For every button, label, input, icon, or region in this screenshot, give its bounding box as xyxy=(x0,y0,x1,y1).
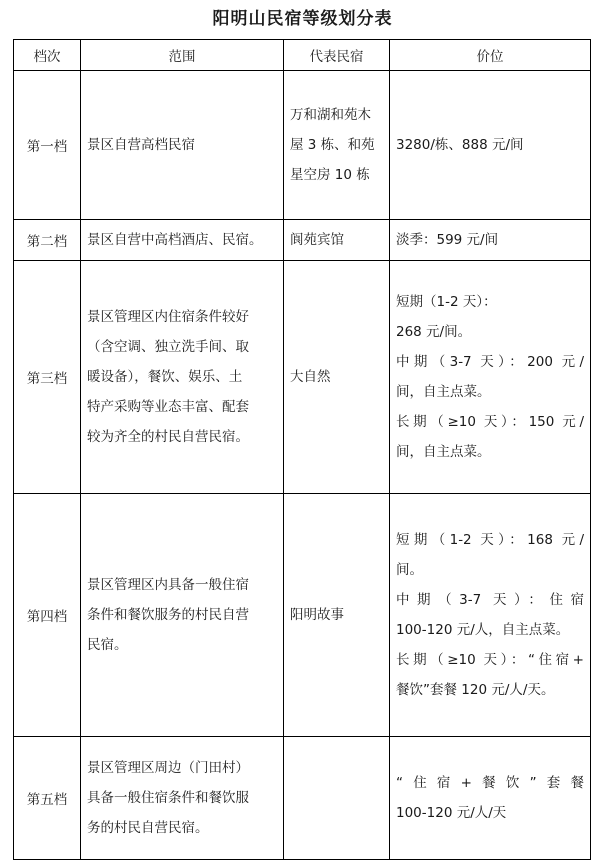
table-row xyxy=(14,220,591,261)
range-line: 暖设备），餐饮、娱乐、土 xyxy=(87,369,243,385)
range-line: 条件和餐饮服务的村民自营 xyxy=(87,607,249,623)
range-cell xyxy=(81,220,284,261)
price-line: 100-120 元/人，自主点菜。 xyxy=(396,622,570,638)
table-row xyxy=(14,71,591,220)
price-line: 间，自主点菜。 xyxy=(396,444,491,460)
price-line: 100-120 元/人/天 xyxy=(396,805,507,821)
price-cell xyxy=(390,220,591,261)
price-line: 短期（1-2 天）： xyxy=(396,294,497,310)
price-line: 中期（3-7 天）：住宿 xyxy=(396,592,584,608)
table-header-row xyxy=(14,40,591,71)
range-line: （含空调、独立洗手间、取 xyxy=(87,339,249,355)
representative-line: 万和湖和苑木 xyxy=(290,107,371,123)
page-title: 阳明山民宿等级划分表 xyxy=(212,9,393,29)
table-row xyxy=(14,494,591,737)
representative-line: 大自然 xyxy=(290,369,331,385)
price-line: 长期（≥10 天）：150 元/ xyxy=(396,414,584,430)
range-line: 景区管理区周边（门田村） xyxy=(87,760,249,776)
range-line: 较为齐全的村民自营民宿。 xyxy=(87,429,249,445)
representative-cell xyxy=(284,737,390,860)
level-cell: 第三档 xyxy=(14,261,81,494)
price-line: 间。 xyxy=(396,562,423,578)
representative-cell xyxy=(284,261,390,494)
range-cell xyxy=(81,261,284,494)
representative-line: 星空房 10 栋 xyxy=(290,167,370,183)
range-cell xyxy=(81,71,284,220)
price-cell xyxy=(390,261,591,494)
range-line: 民宿。 xyxy=(87,637,128,653)
representative-cell xyxy=(284,494,390,737)
range-line: 务的村民自营民宿。 xyxy=(87,820,209,836)
level-cell: 第二档 xyxy=(14,220,81,261)
range-line: 景区管理区内住宿条件较好 xyxy=(87,309,249,325)
price-cell xyxy=(390,71,591,220)
range-line: 特产采购等业态丰富、配套 xyxy=(87,399,249,415)
price-line: 中期（3-7 天）：200 元/ xyxy=(396,354,584,370)
representative-cell xyxy=(284,220,390,261)
price-line: 餐饮”套餐 120 元/人/天。 xyxy=(396,682,555,698)
price-cell xyxy=(390,494,591,737)
price-cell xyxy=(390,737,591,860)
price-line: 短期（1-2 天）：168 元/ xyxy=(396,532,584,548)
range-line: 景区自营中高档酒店、民宿。 xyxy=(87,232,263,248)
price-line: “住宿+餐饮”套餐 xyxy=(396,775,584,791)
level-cell: 第一档 xyxy=(14,71,81,220)
range-line: 景区自营高档民宿 xyxy=(87,137,195,153)
level-cell: 第五档 xyxy=(14,737,81,860)
representative-line: 阆苑宾馆 xyxy=(290,232,344,248)
header-level: 档次 xyxy=(14,40,81,71)
price-line: 间，自主点菜。 xyxy=(396,384,491,400)
header-range: 范围 xyxy=(81,40,284,71)
header-representative: 代表民宿 xyxy=(284,40,390,71)
representative-line: 阳明故事 xyxy=(290,607,344,623)
table-row xyxy=(14,261,591,494)
representative-line: 屋 3 栋、和苑 xyxy=(290,137,375,153)
range-cell xyxy=(81,737,284,860)
range-line: 景区管理区内具备一般住宿 xyxy=(87,577,249,593)
header-price: 价位 xyxy=(390,40,591,71)
range-cell xyxy=(81,494,284,737)
price-line: 268 元/间。 xyxy=(396,324,472,340)
homestay-grade-table xyxy=(13,39,591,860)
representative-cell xyxy=(284,71,390,220)
table-row xyxy=(14,737,591,860)
price-line: 淡季：599 元/间 xyxy=(396,232,499,248)
range-line: 具备一般住宿条件和餐饮服 xyxy=(87,790,249,806)
price-line: 3280/栋、888 元/间 xyxy=(396,137,524,153)
price-line: 长期（≥10 天）：“住宿+ xyxy=(396,652,584,668)
level-cell: 第四档 xyxy=(14,494,81,737)
